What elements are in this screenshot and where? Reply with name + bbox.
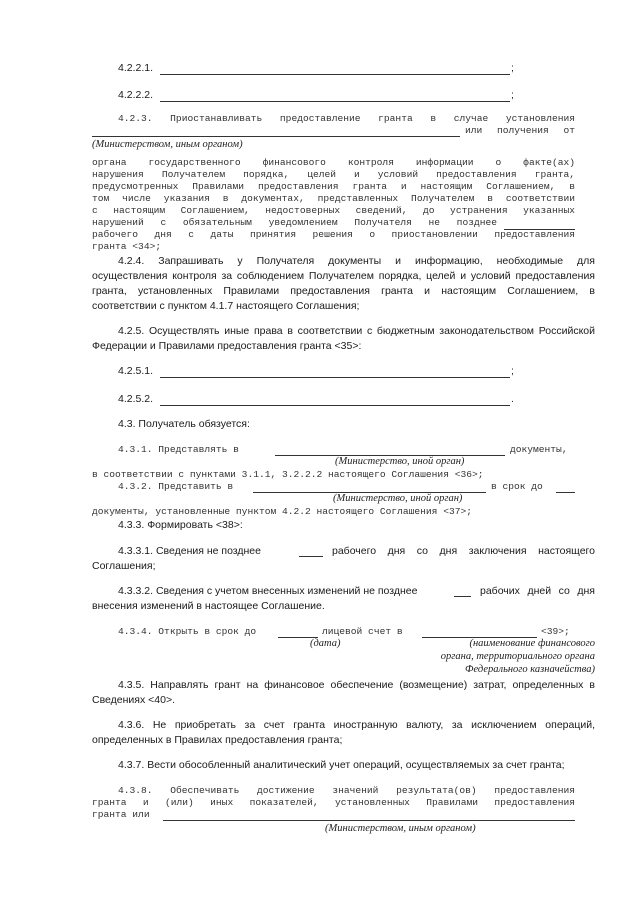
- clause-4-3-2-date-blank[interactable]: [556, 492, 575, 493]
- clause-4-3-2-line2: документы, установленные пунктом 4.2.2 настоящего Соглашения <37>;: [92, 506, 472, 517]
- clause-4-2-5-line1: 4.2.5. Осуществлять иные права в соответствии с бюджетным законодательством Российской: [118, 325, 595, 337]
- item-4-2-2-1-end: ;: [511, 62, 514, 74]
- clause-4-3-8-line3: гранта или: [92, 809, 150, 820]
- clause-4-3-6-line1: 4.3.6. Не приобретать за счет гранта иностранную валюту, за исключением операций,: [118, 719, 595, 731]
- clause-4-3-3-1-end: рабочего дня со дня заключения настоящего: [332, 545, 595, 557]
- item-4-2-5-1-blank[interactable]: [160, 377, 510, 378]
- clause-4-2-3-authority-blank[interactable]: [92, 136, 460, 137]
- clause-4-2-3-body-3: предусмотренных Правилами предоставления гранта и настоящим Соглашением, в: [92, 181, 575, 192]
- clause-4-3-2-caption: (Министерство, иной орган): [333, 493, 463, 504]
- clause-4-2-3-body-1: органа государственного финансового контроля информации о факте(ах): [92, 157, 575, 168]
- section-4-3-heading: 4.3. Получатель обязуется:: [118, 418, 250, 430]
- clause-4-3-5-line1: 4.3.5. Направлять грант на финансовое обеспечение (возмещение) затрат, определенных в: [118, 679, 595, 691]
- clause-4-3-2-start: 4.3.2. Представить в: [118, 481, 234, 492]
- clause-4-2-4-line1: 4.2.4. Запрашивать у Получателя документы и информацию, необходимые для: [118, 255, 595, 267]
- clause-4-2-3-line1: 4.2.3. Приостанавливать предоставление гранта в случае установления: [118, 113, 575, 124]
- clause-4-2-3-body-6: нарушений с обязательным уведомлением Получателя не позднее: [92, 217, 497, 228]
- clause-4-3-3-1-days-blank[interactable]: [299, 556, 323, 557]
- clause-4-2-3-body-2: нарушения Получателем порядка, целей и условий предоставления гранта,: [92, 169, 575, 180]
- clause-4-3-1-start: 4.3.1. Представлять в: [118, 444, 239, 455]
- item-4-2-2-2-number: 4.2.2.2.: [118, 89, 154, 101]
- clause-4-2-3-body-4: том числе указания в документах, представленных Получателем в соответствии: [92, 193, 575, 204]
- clause-4-3-4-end: <39>;: [541, 626, 570, 637]
- clause-4-3-8-authority-blank[interactable]: [163, 820, 575, 821]
- clause-4-2-3-body-5: с настоящим Соглашением, недостоверных сведений, до устранения указанных: [92, 205, 575, 216]
- clause-4-3-4-middle: лицевой счет в: [322, 626, 403, 637]
- clause-4-3-3-2-days-blank[interactable]: [454, 596, 471, 597]
- item-4-2-2-2-blank[interactable]: [160, 101, 510, 102]
- clause-4-2-3-line2: или получения от: [465, 125, 575, 136]
- item-4-2-5-1-end: ;: [511, 365, 514, 377]
- clause-4-3-3: 4.3.3. Формировать <38>:: [118, 519, 243, 531]
- clause-4-3-8-line1: 4.3.8. Обеспечивать достижение значений результата(ов) предоставления: [118, 785, 575, 796]
- clause-4-3-4-caption-authority-1: (наименование финансового: [469, 638, 595, 649]
- clause-4-3-6-line2: определенных в Правилах предоставления гранта;: [92, 734, 343, 746]
- clause-4-2-3-caption: (Министерством, иным органом): [92, 139, 243, 150]
- clause-4-3-3-1-line2: Соглашения;: [92, 560, 156, 572]
- clause-4-2-3-body-8: гранта <34>;: [92, 241, 162, 252]
- clause-4-2-4-line4: соответствии с пунктом 4.1.7 настоящего Соглашения;: [92, 300, 360, 312]
- clause-4-3-3-2-end: рабочих дней со дня: [480, 585, 595, 597]
- clause-4-2-3-body-7: рабочего дня с даты принятия решения о приостановлении предоставления: [92, 229, 575, 240]
- clause-4-2-4-line2: осуществления контроля за соблюдением Получателем порядка, целей и условий предоставления: [92, 270, 595, 282]
- clause-4-3-3-2-line2: внесения изменений в настоящее Соглашение.: [92, 600, 325, 612]
- clause-4-3-4-caption-authority-2: органа, территориального органа: [440, 651, 595, 662]
- item-4-2-2-1-blank[interactable]: [160, 74, 510, 75]
- clause-4-3-5-line2: Сведениях <40>.: [92, 694, 175, 706]
- clause-4-3-4-caption-authority-3: Федерального казначейства): [465, 664, 595, 675]
- clause-4-3-3-2-start: 4.3.3.2. Сведения с учетом внесенных изменений не позднее: [118, 585, 418, 597]
- clause-4-3-8-line2: гранта и (или) иных показателей, установленных Правилами предоставления: [92, 797, 575, 808]
- item-4-2-2-1-number: 4.2.2.1.: [118, 62, 154, 74]
- clause-4-3-1-caption: (Министерство, иной орган): [335, 456, 465, 467]
- clause-4-3-1-end: документы,: [510, 444, 568, 455]
- item-4-2-2-2-end: ;: [511, 89, 514, 101]
- clause-4-2-5-line2: Федерации и Правилами предоставления гранта <35>:: [92, 340, 362, 352]
- clause-4-3-4-caption-date: (дата): [310, 638, 341, 649]
- item-4-2-5-2-end: .: [511, 393, 514, 405]
- item-4-2-5-2-number: 4.2.5.2.: [118, 393, 154, 405]
- clause-4-3-4-start: 4.3.4. Открыть в срок до: [118, 626, 257, 637]
- clause-4-3-1-line2: в соответствии с пунктами 3.1.1, 3.2.2.2 настоящего Соглашения <36>;: [92, 469, 484, 480]
- item-4-2-5-2-blank[interactable]: [160, 405, 510, 406]
- clause-4-3-8-caption: (Министерством, иным органом): [325, 823, 476, 834]
- clause-4-3-3-1-start: 4.3.3.1. Сведения не позднее: [118, 545, 261, 557]
- clause-4-2-4-line3: гранта, установленных Правилами предоставления гранта и настоящим Соглашением, в: [92, 285, 595, 297]
- item-4-2-5-1-number: 4.2.5.1.: [118, 365, 154, 377]
- clause-4-3-7: 4.3.7. Вести обособленный аналитический учет операций, осуществляемых за счет гранта;: [118, 759, 565, 771]
- clause-4-3-2-middle: в срок до: [491, 481, 543, 492]
